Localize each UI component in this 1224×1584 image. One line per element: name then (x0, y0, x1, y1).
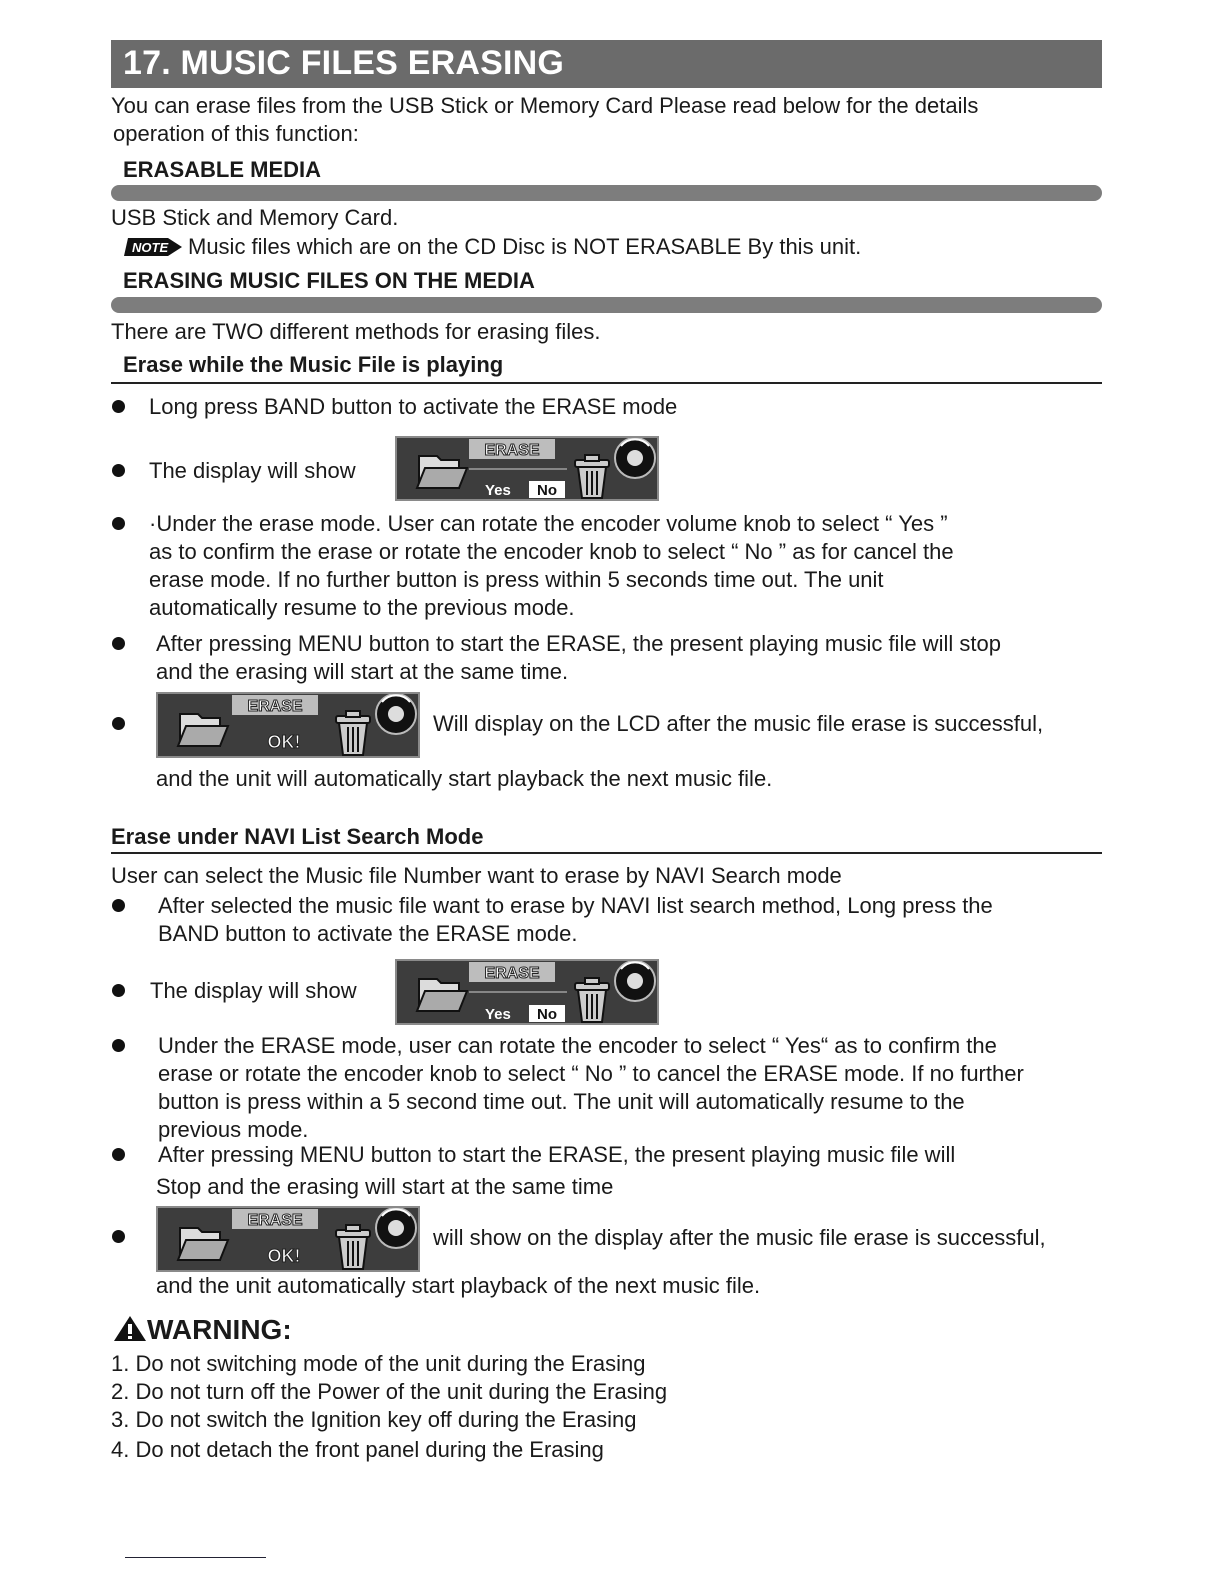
svg-text:ERASE: ERASE (247, 698, 303, 715)
svg-text:ERASE: ERASE (247, 1212, 303, 1229)
method2-intro: User can select the Music file Number want to erase by NAVI Search mode (111, 863, 842, 888)
method1-bullet-3-line-2: as to confirm the erase or rotate the encoder knob to select “ No ” as for cancel the (149, 539, 954, 564)
erasing-section-heading: ERASING MUSIC FILES ON THE MEDIA (123, 268, 535, 293)
warning-item: 4. Do not detach the front panel during the Erasing (111, 1437, 604, 1462)
method1-bullet-3-line-1: ·Under the erase mode. User can rotate the encoder volume knob to select “ Yes ” (149, 511, 948, 536)
bullet-dot (112, 1148, 125, 1161)
method2-heading: Erase under NAVI List Search Mode (111, 824, 484, 849)
method2-bullet-1-line-2: BAND button to activate the ERASE mode. (158, 921, 578, 946)
lcd-erase-ok-display (156, 692, 420, 758)
bullet-dot (112, 1039, 125, 1052)
method2-rule (111, 852, 1102, 854)
note-text: Music files which are on the CD Disc is NOT ERASABLE By this unit. (188, 234, 862, 259)
lcd-erase-ok-display (156, 1206, 420, 1272)
section-divider (111, 185, 1102, 201)
method2-bullet-5-cont: and the unit automatically start playback of the next music file. (156, 1273, 761, 1298)
bullet-dot (112, 637, 125, 650)
bullet-dot (112, 984, 125, 997)
svg-text:Yes: Yes (485, 1006, 511, 1023)
bullet-dot (112, 400, 125, 413)
warning-title: WARNING: (147, 1314, 292, 1345)
method2-bullet-5-after: will show on the display after the music file erase is successful, (433, 1225, 1046, 1250)
knob-icon (376, 1208, 416, 1248)
svg-text:ERASE: ERASE (484, 442, 540, 459)
warning-item: 1. Do not switching mode of the unit during the Erasing (111, 1351, 646, 1376)
method1-heading: Erase while the Music File is playing (123, 352, 504, 377)
intro-line-1: You can erase files from the USB Stick or Memory Card Please read below for the details (111, 93, 979, 118)
footer-rule (125, 1557, 266, 1558)
method1-bullet-5-after: Will display on the LCD after the music file erase is successful, (433, 711, 1044, 736)
method1-bullet-5-cont: and the unit will automatically start playback the next music file. (156, 766, 773, 791)
method1-bullet-3-line-3: erase mode. If no further button is press within 5 seconds time out. The unit (149, 567, 884, 592)
section-divider (111, 297, 1102, 313)
folder-icon (178, 1228, 228, 1260)
method1-bullet-2: The display will show (149, 458, 356, 483)
method2-bullet-3-line-1: Under the ERASE mode, user can rotate the encoder to select “ Yes“ as to confirm the (158, 1033, 997, 1058)
warning-icon (113, 1314, 147, 1342)
folder-icon (417, 456, 467, 488)
method2-bullet-1-line-1: After selected the music file want to erase by NAVI list search method, Long press the (158, 893, 993, 918)
method1-bullet-1: Long press BAND button to activate the ERASE mode (149, 394, 678, 419)
bullet-dot (112, 517, 125, 530)
erasable-media-heading: ERASABLE MEDIA (123, 157, 322, 182)
intro-line-2: operation of this function: (113, 121, 359, 146)
erasing-intro: There are TWO different methods for erasing files. (111, 319, 601, 344)
method2-bullet-4-line-2: Stop and the erasing will start at the same time (156, 1174, 614, 1199)
erasable-media-text: USB Stick and Memory Card. (111, 205, 399, 230)
method2-bullet-3-line-3: button is press within a 5 second time out. The unit will automatically resume to the (158, 1089, 965, 1114)
warning-heading (113, 1314, 292, 1346)
note-icon (124, 236, 184, 263)
bullet-dot (112, 464, 125, 477)
method2-bullet-3-line-2: erase or rotate the encoder knob to select “ No ” to cancel the ERASE mode. If no further (158, 1061, 1024, 1086)
method1-bullet-4-line-2: and the erasing will start at the same time. (156, 659, 569, 684)
svg-text:OK!: OK! (267, 732, 301, 752)
svg-text:Yes: Yes (485, 482, 511, 499)
knob-icon (615, 961, 655, 1001)
lcd-erase-confirm-display (395, 959, 659, 1025)
svg-text:OK!: OK! (267, 1246, 301, 1266)
knob-icon (376, 694, 416, 734)
bullet-dot (112, 717, 125, 730)
svg-text:No: No (537, 482, 557, 499)
svg-text:ERASE: ERASE (484, 965, 540, 982)
method2-bullet-4-line-1: After pressing MENU button to start the ERASE, the present playing music file will (158, 1142, 956, 1167)
bullet-dot (112, 899, 125, 912)
warning-item: 2. Do not turn off the Power of the unit during the Erasing (111, 1379, 668, 1404)
warning-item: 3. Do not switch the Ignition key off during the Erasing (111, 1407, 637, 1432)
page-title: 17. MUSIC FILES ERASING (123, 44, 565, 82)
method2-bullet-3-line-4: previous mode. (158, 1117, 309, 1142)
svg-text:No: No (537, 1006, 557, 1023)
method1-bullet-3-line-4: automatically resume to the previous mode. (149, 595, 575, 620)
svg-text:NOTE: NOTE (132, 240, 169, 255)
folder-icon (417, 979, 467, 1011)
method2-bullet-2: The display will show (150, 978, 357, 1003)
method1-rule (111, 382, 1102, 384)
folder-icon (178, 714, 228, 746)
knob-icon (615, 438, 655, 478)
bullet-dot (112, 1230, 125, 1243)
lcd-erase-confirm-display (395, 436, 659, 501)
method1-bullet-4-line-1: After pressing MENU button to start the ERASE, the present playing music file will stop (156, 631, 1001, 656)
